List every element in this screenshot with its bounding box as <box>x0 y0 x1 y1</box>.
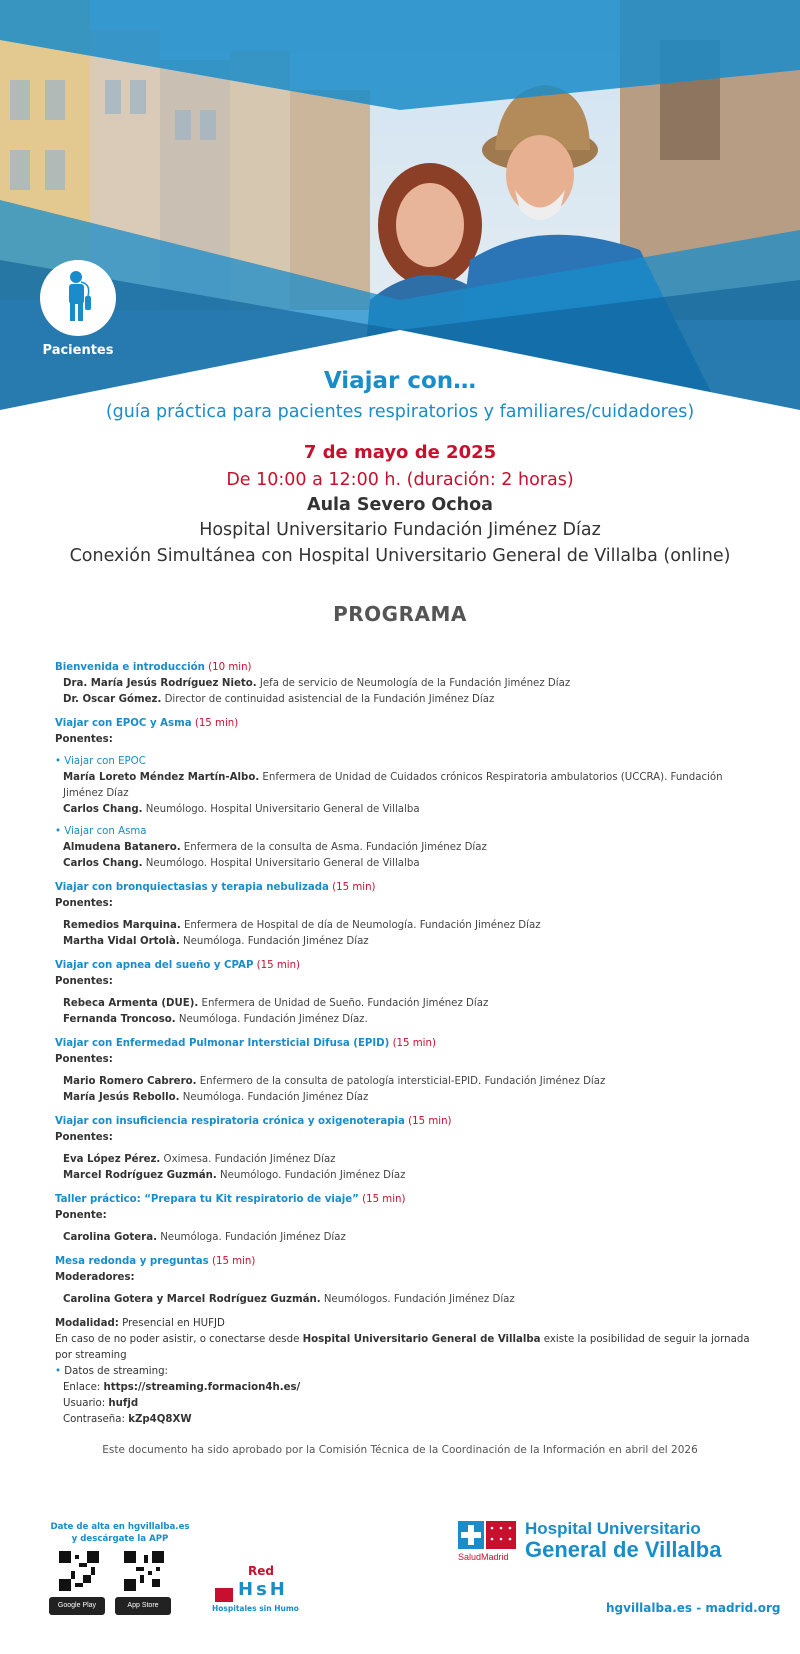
section-title: Viajar con apnea del sueño y CPAP <box>55 960 254 971</box>
info-text: En caso de no poder asistir, o conectarse desde <box>55 1334 303 1345</box>
speaker-role: Neumóloga. Fundación Jiménez Díaz <box>156 1232 346 1243</box>
section-duration: (15 min) <box>212 1256 256 1267</box>
program-section <box>55 958 755 1028</box>
speakers-label: Ponentes: <box>55 1054 113 1065</box>
event-title: Viajar con… <box>323 368 477 394</box>
speaker-role: Director de continuidad asistencial de la Fundación Jiménez Díaz <box>161 694 495 705</box>
modalidad-line <box>55 1316 755 1332</box>
streaming-link-row <box>63 1380 755 1396</box>
speaker-role: Neumólogo. Fundación Jiménez Díaz <box>216 1170 406 1181</box>
subsection-title <box>55 824 755 840</box>
streaming-password-row <box>63 1412 755 1428</box>
speaker-name: Almudena Batanero. <box>63 842 181 853</box>
speakers-label: Ponentes: <box>55 734 113 745</box>
streaming-title: Datos de streaming: <box>64 1366 168 1377</box>
app-store-button[interactable]: App Store <box>115 1597 171 1615</box>
section-title: Viajar con EPOC y Asma <box>55 718 192 729</box>
section-title: Mesa redonda y preguntas <box>55 1256 209 1267</box>
speaker-name: María Loreto Méndez Martín-Albo. <box>63 772 260 783</box>
patient-with-oxygen-icon <box>61 270 95 326</box>
user-label: Usuario: <box>63 1398 109 1409</box>
event-venue: Aula Severo Ochoa <box>307 495 493 515</box>
section-title: Viajar con insuficiencia respiratoria crónica y oxigenoterapia <box>55 1116 405 1127</box>
app-promo <box>45 1521 195 1545</box>
streaming-password: kZp4Q8XW <box>128 1414 192 1425</box>
program-heading: PROGRAMA <box>333 602 467 626</box>
patient-badge <box>40 260 116 336</box>
red-hsh-logo <box>212 1564 312 1616</box>
speaker-name: Carlos Chang. <box>63 804 143 815</box>
speaker-role: Enfermero de la consulta de patología intersticial-EPID. Fundación Jiménez Díaz <box>196 1076 606 1087</box>
subsection-label: Viajar con EPOC <box>64 756 146 767</box>
info-hospital: Hospital Universitario General de Villalba <box>302 1334 541 1345</box>
hsh-letters: HsH <box>238 1579 288 1600</box>
speakers-label: Ponente: <box>55 1210 107 1221</box>
speaker-name: Carolina Gotera. <box>63 1232 157 1243</box>
speaker-row <box>55 692 755 708</box>
event-time: De 10:00 a 12:00 h. (duración: 2 horas) <box>226 470 574 490</box>
speaker-role: Enfermera de Unidad de Cuidados crónicos Respiratoria ambulatorios (UCCRA). Fundación Jiménez Díaz <box>63 772 723 799</box>
salud-madrid-label: SaludMadrid <box>458 1552 509 1562</box>
streaming-details <box>55 1364 755 1428</box>
speaker-name: María Jesús Rebollo. <box>63 1092 180 1103</box>
speaker-name: Fernanda Troncoso. <box>63 1014 176 1025</box>
section-header <box>55 1192 755 1208</box>
speaker-row <box>55 840 755 856</box>
speaker-row <box>55 1090 755 1106</box>
section-header <box>55 1036 755 1052</box>
patient-badge-label: Pacientes <box>42 343 114 358</box>
section-duration: (15 min) <box>332 882 376 893</box>
section-title: Viajar con Enfermedad Pulmonar Intersticial Difusa (EPID) <box>55 1038 390 1049</box>
event-header <box>0 366 800 626</box>
speaker-name: Carolina Gotera y Marcel Rodríguez Guzmán. <box>63 1294 321 1305</box>
section-title: Taller práctico: “Prepara tu Kit respiratorio de viaje” <box>55 1194 359 1205</box>
speaker-role: Neumólogos. Fundación Jiménez Díaz <box>320 1294 515 1305</box>
password-label: Contraseña: <box>63 1414 129 1425</box>
speaker-role: Oximesa. Fundación Jiménez Díaz <box>160 1154 336 1165</box>
hero-banner <box>0 0 800 410</box>
site-links[interactable]: hgvillalba.es - madrid.org <box>606 1601 781 1615</box>
speakers-label: Ponentes: <box>55 976 113 987</box>
streaming-link[interactable]: https://streaming.formacion4h.es/ <box>103 1382 301 1393</box>
section-header <box>55 660 755 676</box>
speaker-role: Neumóloga. Fundación Jiménez Díaz. <box>175 1014 368 1025</box>
modalidad-block <box>55 1316 755 1428</box>
speaker-row <box>55 1168 755 1184</box>
speaker-name: Martha Vidal Ortolà. <box>63 936 180 947</box>
speaker-row <box>55 856 755 872</box>
program-section <box>55 660 755 708</box>
modalidad-info <box>55 1332 755 1364</box>
section-title: Viajar con bronquiectasias y terapia nebulizada <box>55 882 329 893</box>
speaker-row <box>55 1230 755 1246</box>
program-section <box>55 1192 755 1246</box>
section-header <box>55 880 755 896</box>
section-header <box>55 1254 755 1270</box>
event-connection: Conexión Simultánea con Hospital Universitario General de Villalba (online) <box>69 546 731 566</box>
subsection-title <box>55 754 755 770</box>
link-label: Enlace: <box>63 1382 104 1393</box>
speakers-label: Ponentes: <box>55 898 113 909</box>
hsh-subtitle: Hospitales sin Humo <box>212 1604 299 1613</box>
speaker-row <box>55 802 755 818</box>
speaker-name: Carlos Chang. <box>63 858 143 869</box>
qr-code-android-icon[interactable] <box>59 1551 99 1591</box>
section-header <box>55 716 755 732</box>
speaker-row <box>55 676 755 692</box>
event-date: 7 de mayo de 2025 <box>303 442 497 463</box>
section-duration: (15 min) <box>392 1038 436 1049</box>
streaming-user-row <box>63 1396 755 1412</box>
program-section <box>55 1254 755 1308</box>
streaming-user: hufjd <box>108 1398 139 1409</box>
speaker-name: Rebeca Armenta (DUE). <box>63 998 199 1009</box>
section-duration: (15 min) <box>256 960 301 971</box>
modalidad-label: Modalidad: <box>55 1318 119 1329</box>
section-duration: (15 min) <box>408 1116 452 1127</box>
speaker-row <box>55 934 755 950</box>
speaker-row <box>55 1292 755 1308</box>
section-duration: (10 min) <box>208 662 252 673</box>
speaker-name: Remedios Marquina. <box>63 920 181 931</box>
speaker-row <box>55 1012 755 1028</box>
speaker-role: Neumóloga. Fundación Jiménez Díaz <box>179 1092 369 1103</box>
program-list <box>55 660 755 1428</box>
google-play-button[interactable]: Google Play <box>49 1597 105 1615</box>
section-header <box>55 1114 755 1130</box>
app-promo-line2: y descárgate la APP <box>71 1534 169 1544</box>
section-duration: (15 min) <box>362 1194 406 1205</box>
bullet-icon: • <box>55 756 65 767</box>
bullet-icon: • <box>55 826 65 837</box>
modalidad-value: Presencial en HUFJD <box>118 1318 225 1329</box>
event-hospital: Hospital Universitario Fundación Jiménez Díaz <box>199 520 601 540</box>
speaker-row <box>55 918 755 934</box>
speaker-row <box>55 1152 755 1168</box>
qr-code-ios-icon[interactable] <box>124 1551 164 1591</box>
speaker-row <box>55 770 755 802</box>
hospital-logo-line1: Hospital Universitario <box>525 1519 701 1538</box>
bullet-icon: • <box>55 1366 65 1377</box>
program-section <box>55 1036 755 1106</box>
speaker-row <box>55 1074 755 1090</box>
speaker-role: Enfermera de la consulta de Asma. Fundación Jiménez Díaz <box>180 842 487 853</box>
app-promo-line1: Date de alta en hgvillalba.es <box>50 1522 190 1532</box>
subsection-label: Viajar con Asma <box>64 826 147 837</box>
streaming-title-row <box>55 1364 755 1380</box>
program-section <box>55 1114 755 1184</box>
program-section <box>55 880 755 950</box>
speakers-label: Moderadores: <box>55 1272 135 1283</box>
speaker-role: Jefa de servicio de Neumología de la Fundación Jiménez Díaz <box>256 678 571 689</box>
speaker-name: Dra. María Jesús Rodríguez Nieto. <box>63 678 257 689</box>
speaker-role: Neumóloga. Fundación Jiménez Díaz <box>179 936 369 947</box>
madrid-flag-icon <box>215 1588 233 1602</box>
speaker-row <box>55 996 755 1012</box>
program-section <box>55 716 755 872</box>
speaker-role: Neumólogo. Hospital Universitario General de Villalba <box>142 858 420 869</box>
event-subtitle: (guía práctica para pacientes respiratorios y familiares/cuidadores) <box>105 402 695 422</box>
section-title: Bienvenida e introducción <box>55 662 205 673</box>
speakers-label: Ponentes: <box>55 1132 113 1143</box>
info-text-end: existe la posibilidad de seguir la jornada por streaming <box>55 1334 750 1361</box>
speaker-name: Eva López Pérez. <box>63 1154 161 1165</box>
hospital-logo-line2: General de Villalba <box>525 1537 722 1562</box>
speaker-name: Mario Romero Cabrero. <box>63 1076 197 1087</box>
speaker-name: Marcel Rodríguez Guzmán. <box>63 1170 217 1181</box>
speaker-name: Dr. Oscar Gómez. <box>63 694 162 705</box>
red-hsh-label: Red <box>248 1564 274 1578</box>
section-header <box>55 958 755 974</box>
speaker-role: Enfermera de Hospital de día de Neumología. Fundación Jiménez Díaz <box>180 920 541 931</box>
section-duration: (15 min) <box>194 718 239 729</box>
speaker-role: Neumólogo. Hospital Universitario General de Villalba <box>142 804 420 815</box>
speaker-role: Enfermera de Unidad de Sueño. Fundación Jiménez Díaz <box>198 998 489 1009</box>
approval-note: Este documento ha sido aprobado por la Comisión Técnica de la Coordinación de la Información en abril del 2026 <box>102 1444 698 1456</box>
